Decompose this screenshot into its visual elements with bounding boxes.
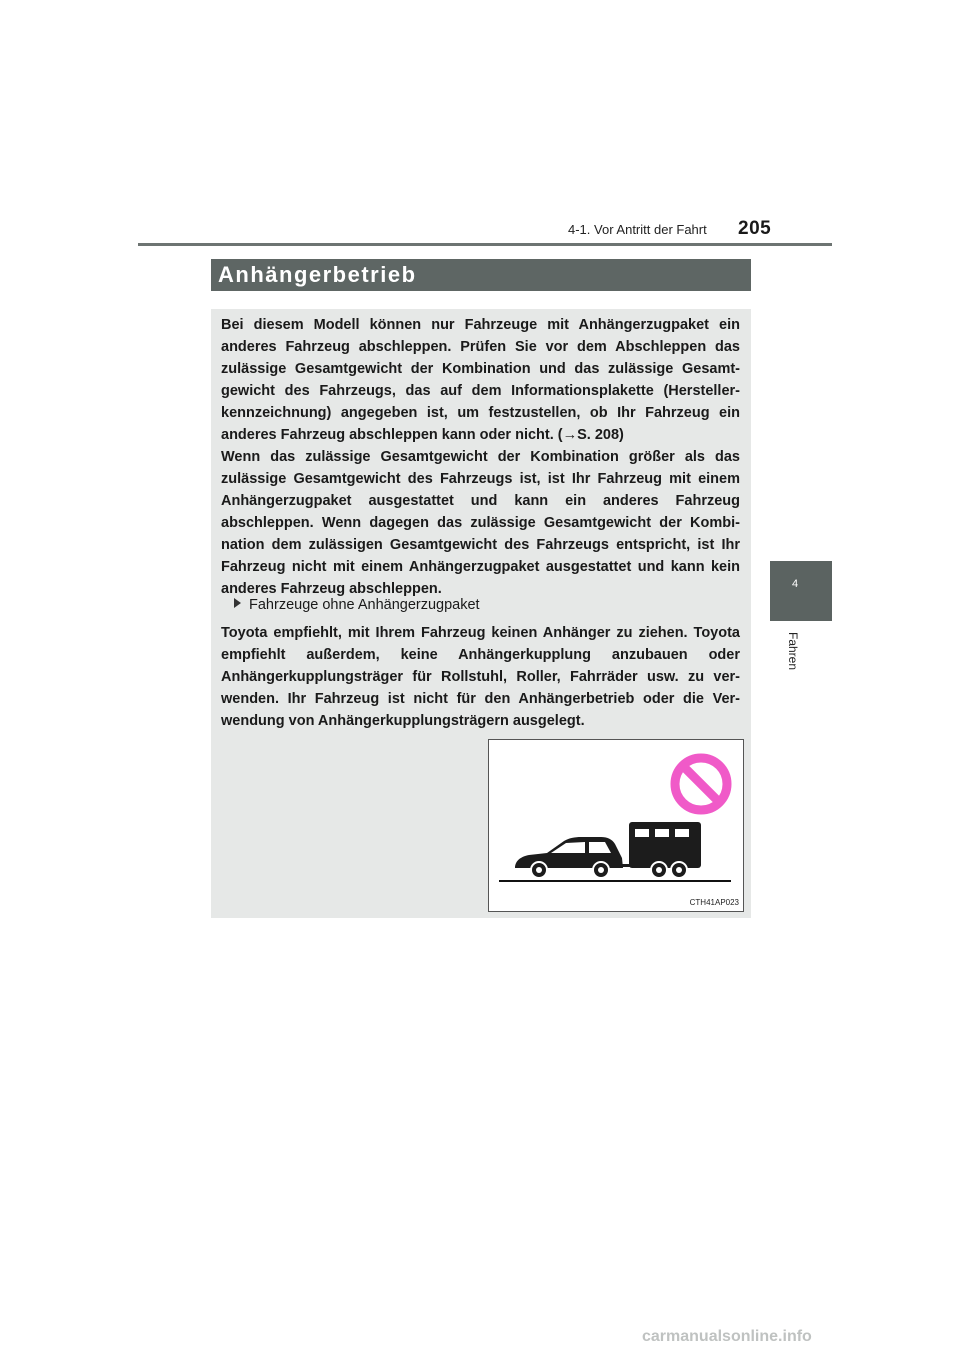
weight-paragraph: Wenn das zulässige Gesamtgewicht der Kombination größer als das zulässige Gesamtgewicht des Fahrzeugs ist, ist Ihr Fahrzeug mit einem Anhängerzugpaket ausgestattet und kann ein anderes Fahrzeug abschleppen. Wenn dagegen das zulässige Gesamtgewicht der Kombi-nation dem zulässigen Gesamtgewicht des Fahrzeugs entspricht, ist Ihr Fahrzeug nicht mit einem Anhängerzugpaket ausgestattet und kann kein anderes Fahrzeug abschleppen. — [221, 449, 740, 597]
watermark: carmanualsonline.info — [642, 1328, 812, 1345]
car-icon — [515, 837, 623, 878]
hitch-icon — [622, 864, 630, 867]
illustration-code: CTH41AP023 — [689, 898, 739, 907]
towing-prohibited-illustration — [488, 739, 744, 912]
recommendation-paragraph: Toyota empfiehlt, mit Ihrem Fahrzeug keinen Anhänger zu ziehen. Toyota empfiehlt außerdem, keine Anhängerkupplung anzubauen oder Anhängerkupplungsträger für Rollstuhl, Roller, Fahrräder usw. zu ver-wenden. Ihr Fahrzeug ist nicht für den Anhängerbetrieb oder die Ver-wendung von Anhängerkupplungsträgern ausgelegt. — [221, 625, 740, 729]
bullet-item — [234, 597, 480, 613]
triangle-bullet-icon — [234, 598, 241, 608]
car-trailer-prohibited-icon — [489, 740, 743, 911]
page-number: 205 — [738, 218, 772, 239]
chapter-header: 4-1. Vor Antritt der Fahrt — [568, 222, 707, 237]
intro-paragraph: Bei diesem Modell können nur Fahrzeuge mit Anhängerzugpaket ein anderes Fahrzeug abschleppen. Prüfen Sie vor dem Abschleppen das zulässige Gesamtgewicht der Kombination und das zulässige Gesamt-gewicht des Fahrzeugs, das auf dem Informationsplakette (Hersteller-kennzeichnung) angegeben ist, um festzustellen, ob Ihr Fahrzeug ein anderes Fahrzeug abschleppen kann oder nicht. (→S. 208) — [221, 317, 740, 443]
section-title: Anhängerbetrieb — [218, 262, 417, 287]
header-rule — [138, 243, 832, 246]
chapter-tab-number: 4 — [792, 578, 799, 590]
prohibition-icon — [675, 758, 727, 810]
trailer-icon — [629, 822, 701, 878]
chapter-tab[interactable] — [770, 561, 832, 621]
bullet-text: Fahrzeuge ohne Anhängerzugpaket — [249, 597, 480, 613]
chapter-tab-label: Fahren — [786, 632, 800, 671]
